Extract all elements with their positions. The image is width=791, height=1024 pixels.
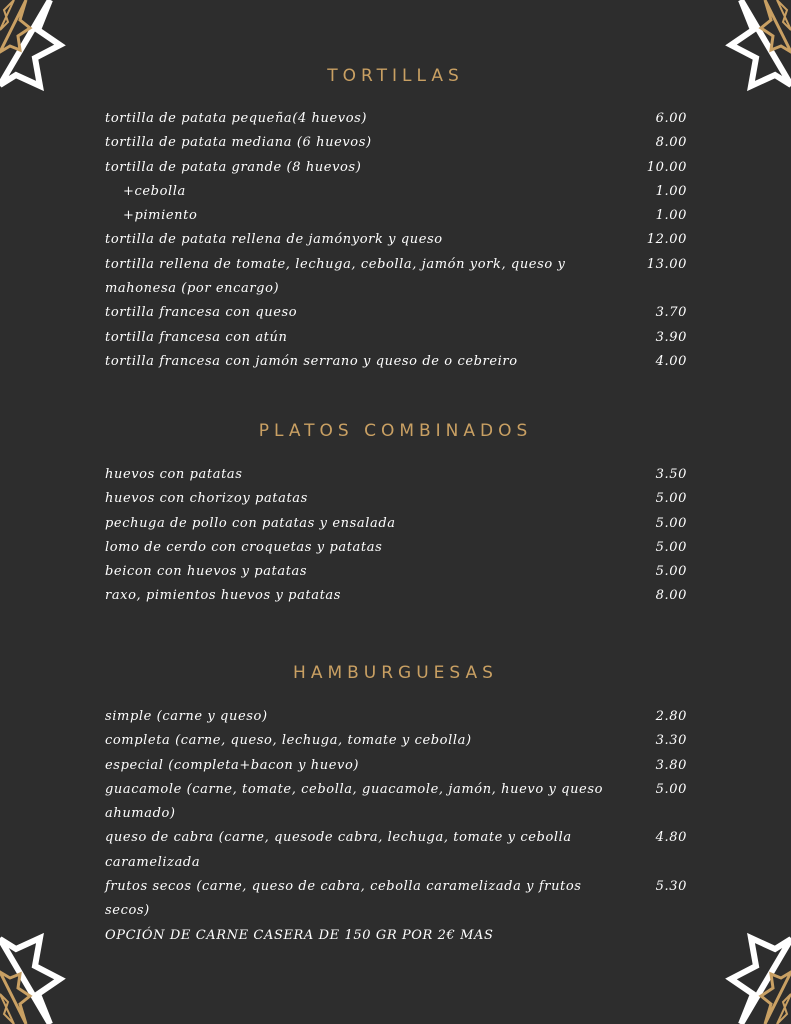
menu-item	[105, 228, 687, 252]
menu-item	[105, 463, 687, 487]
item-price: 5.00	[655, 564, 687, 580]
geometric-star-corner-icon	[0, 0, 110, 110]
item-name: tortilla rellena de tomate, lechuga, cebolla, jamón york, queso y mahonesa (por encargo)	[105, 256, 566, 297]
item-name: lomo de cerdo con croquetas y patatas	[105, 539, 383, 555]
item-price: 3.90	[655, 329, 687, 345]
item-name: +cebolla	[123, 183, 186, 199]
item-price: 3.50	[655, 467, 687, 482]
item-price: 12.00	[646, 232, 687, 248]
item-price: 8.00	[655, 135, 687, 151]
item-name: huevos con chorizoy patatas	[105, 491, 308, 507]
item-name: huevos con patatas	[105, 467, 243, 482]
menu-item	[105, 536, 687, 560]
menu-list-platos-combinados	[105, 463, 687, 609]
item-price: 3.80	[655, 757, 687, 773]
geometric-star-corner-icon	[681, 914, 791, 1024]
menu-item	[105, 512, 687, 536]
menu-item	[105, 253, 687, 302]
item-price: 5.00	[655, 515, 687, 531]
item-name: tortilla de patata mediana (6 huevos)	[105, 135, 372, 151]
item-name: tortilla de patata rellena de jamónyork y queso	[105, 232, 443, 248]
item-price: 10.00	[646, 159, 687, 175]
item-name: tortilla francesa con queso	[105, 305, 298, 321]
item-name: tortilla de patata grande (8 huevos)	[105, 159, 362, 175]
section-title-platos-combinados: PLATOS COMBINADOS	[258, 421, 533, 441]
item-name: pechuga de pollo con patatas y ensalada	[105, 515, 396, 531]
menu-item	[105, 107, 687, 131]
menu-item	[105, 350, 687, 374]
item-price: 13.00	[646, 256, 687, 272]
menu-item	[105, 729, 687, 753]
menu-item	[105, 487, 687, 511]
menu-item	[105, 560, 687, 584]
item-price: 1.00	[655, 183, 687, 199]
menu-note: OPCIÓN DE CARNE CASERA DE 150 GR POR 2€ MAS	[105, 927, 494, 943]
item-price: 4.80	[655, 830, 687, 846]
menu-item	[105, 826, 687, 875]
item-price: 5.00	[655, 491, 687, 507]
menu-item	[105, 156, 687, 180]
item-price: 8.00	[655, 588, 687, 604]
menu-item	[105, 204, 687, 228]
menu-item	[105, 875, 687, 924]
item-name: tortilla francesa con jamón serrano y queso de o cebreiro	[105, 353, 518, 369]
item-price: 3.70	[655, 305, 687, 321]
item-name: +pimiento	[123, 208, 198, 224]
menu-item	[105, 131, 687, 155]
item-name: tortilla francesa con atún	[105, 329, 288, 345]
menu-list-hamburguesas	[105, 705, 687, 948]
menu-item	[105, 705, 687, 729]
item-price: 1.00	[655, 208, 687, 224]
item-price: 5.00	[655, 539, 687, 555]
item-name: raxo, pimientos huevos y patatas	[105, 588, 342, 604]
menu-item	[105, 584, 687, 608]
geometric-star-corner-icon	[681, 0, 791, 110]
item-price: 5.30	[655, 879, 687, 895]
item-name: queso de cabra (carne, quesode cabra, lechuga, tomate y cebolla caramelizada	[105, 830, 572, 870]
item-name: tortilla de patata pequeña(4 huevos)	[105, 111, 368, 126]
item-name: frutos secos (carne, queso de cabra, cebolla caramelizada y frutos secos)	[105, 879, 582, 919]
item-price: 3.30	[655, 733, 687, 749]
item-price: 4.00	[655, 353, 687, 369]
item-price: 2.80	[655, 709, 687, 724]
menu-item	[105, 326, 687, 350]
item-name: guacamole (carne, tomate, cebolla, guacamole, jamón, huevo y queso ahumado)	[105, 781, 604, 822]
menu-item	[105, 301, 687, 325]
menu-item	[105, 180, 687, 204]
section-title-tortillas: TORTILLAS	[327, 66, 464, 86]
menu-item	[105, 778, 687, 827]
menu-item	[105, 754, 687, 778]
item-name: beicon con huevos y patatas	[105, 564, 308, 580]
item-price: 5.00	[655, 781, 687, 797]
item-name: completa (carne, queso, lechuga, tomate y cebolla)	[105, 733, 472, 749]
section-title-hamburguesas: HAMBURGUESAS	[293, 663, 498, 683]
item-name: especial (completa+bacon y huevo)	[105, 757, 360, 773]
menu-list-tortillas	[105, 107, 687, 374]
geometric-star-corner-icon	[0, 914, 110, 1024]
item-name: simple (carne y queso)	[105, 709, 268, 724]
item-price: 6.00	[655, 111, 687, 126]
